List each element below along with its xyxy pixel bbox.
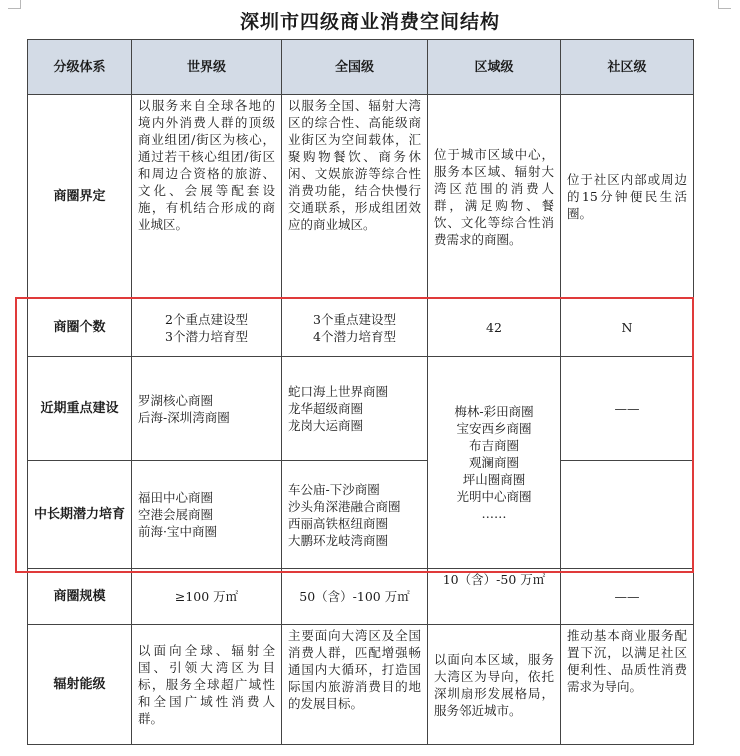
cell-definition-community: 位于社区内部或周边的15分钟便民生活圈。	[561, 95, 694, 299]
list-item: 罗湖核心商圈	[138, 392, 214, 408]
structure-table	[27, 39, 694, 745]
cell-radiation-national: 主要面向大湾区及全国消费人群，匹配增强畅通国内大循环，打造国际国内旅游消费目的地的发展目标。	[282, 625, 428, 745]
list-item: 龙华超级商圈	[288, 401, 364, 416]
row-definition	[28, 95, 694, 299]
cell-definition-world: 以服务来自全球各地的境内外消费人群的顶级商业组团/街区为核心，通过若干核心组团/街区和周边合资格的旅游、文化、会展等配套设施，有机结合形成的商业城区。	[132, 95, 282, 299]
row-count	[28, 299, 694, 357]
cell-near-term-community: ——	[561, 357, 694, 461]
row-label-long-term: 中长期潜力培育	[28, 461, 132, 569]
cell-scale-national: 50（含）-100 万㎡	[282, 569, 428, 625]
list-item: 布吉商圈	[468, 438, 519, 453]
row-long-term	[28, 461, 694, 569]
col-header-community: 社区级	[561, 40, 694, 95]
row-label-definition: 商圈界定	[28, 95, 132, 299]
cell-long-term-world	[132, 461, 282, 569]
count-national-line: 3个重点建设型	[313, 311, 396, 327]
page-title: 深圳市四级商业消费空间结构	[239, 11, 500, 33]
cell-near-term-national	[282, 357, 428, 461]
cell-radiation-world: 以面向全球、辐射全国、引领大湾区为目标，服务全球超广域性和全国广域性消费人群。	[132, 625, 282, 745]
row-near-term	[28, 357, 694, 461]
row-label-near-term: 近期重点建设	[28, 357, 132, 461]
cell-long-term-community	[561, 461, 694, 569]
cell-definition-national: 以服务全国、辐射大湾区的综合性、高能级商业街区为空间载体，汇聚购物餐饮、商务休闲、文娱旅游等综合性消费功能，结合快慢行交通联系，形成组团效应的商业城区。	[282, 95, 428, 299]
cell-scale-regional: 10（含）-50 万㎡	[428, 569, 561, 625]
list-item: 观澜商圈	[468, 455, 519, 470]
list-item: 福田中心商圈	[138, 490, 214, 505]
list-item: 宝安西乡商圈	[456, 421, 532, 436]
list-item: ……	[481, 506, 507, 521]
col-header-world: 世界级	[132, 40, 282, 95]
list-item: 龙岗大运商圈	[288, 418, 364, 433]
cell-definition-regional: 位于城市区域中心，服务本区域、辐射大湾区范围的消费人群，满足购物、餐饮、文化等综合性消费需求的商圈。	[428, 95, 561, 299]
count-world-line: 2个重点建设型	[165, 311, 248, 327]
cell-regional-shopping-districts	[428, 357, 561, 569]
list-item: 空港会展商圈	[138, 507, 214, 522]
cell-radiation-regional: 以面向本区域，服务大湾区为导向，依托深圳扇形发展格局，服务邻近城市。	[428, 625, 561, 745]
row-label-count: 商圈个数	[28, 299, 132, 357]
cell-count-regional: 42	[428, 299, 561, 357]
list-item: 西丽高铁枢纽商圈	[288, 515, 389, 531]
col-header-tier: 分级体系	[28, 40, 132, 95]
list-item: 梅林-彩田商圈	[454, 404, 534, 419]
row-label-scale: 商圈规模	[28, 569, 132, 625]
list-item: 沙头角深港融合商圈	[288, 498, 401, 514]
list-item: 大鹏环龙岐湾商圈	[288, 532, 389, 548]
cell-count-world	[132, 299, 282, 357]
list-item: 后海-深圳湾商圈	[138, 409, 230, 425]
col-header-national: 全国级	[282, 40, 428, 95]
cell-long-term-national	[282, 461, 428, 569]
row-radiation	[28, 625, 694, 745]
list-item: 坪山圈商圈	[462, 472, 526, 487]
col-header-regional: 区域级	[428, 40, 561, 95]
count-world-line: 3个潜力培育型	[165, 328, 248, 344]
cell-scale-community: ——	[561, 569, 694, 625]
cell-scale-world: ≥100 万㎡	[132, 569, 282, 625]
cell-radiation-community: 推动基本商业服务配置下沉，以满足社区便利性、品质性消费需求为导向。	[561, 625, 694, 745]
cell-near-term-world	[132, 357, 282, 461]
list-item: 车公庙-下沙商圈	[288, 481, 380, 497]
cell-count-national	[282, 299, 428, 357]
count-national-line: 4个潜力培育型	[313, 328, 396, 344]
row-scale	[28, 569, 694, 625]
list-item: 蛇口海上世界商圈	[288, 384, 389, 399]
row-label-radiation: 辐射能级	[28, 625, 132, 745]
list-item: 光明中心商圈	[456, 489, 532, 504]
table-header-row	[28, 40, 694, 95]
list-item: 前海·宝中商圈	[138, 524, 217, 539]
cell-count-community: N	[561, 299, 694, 357]
